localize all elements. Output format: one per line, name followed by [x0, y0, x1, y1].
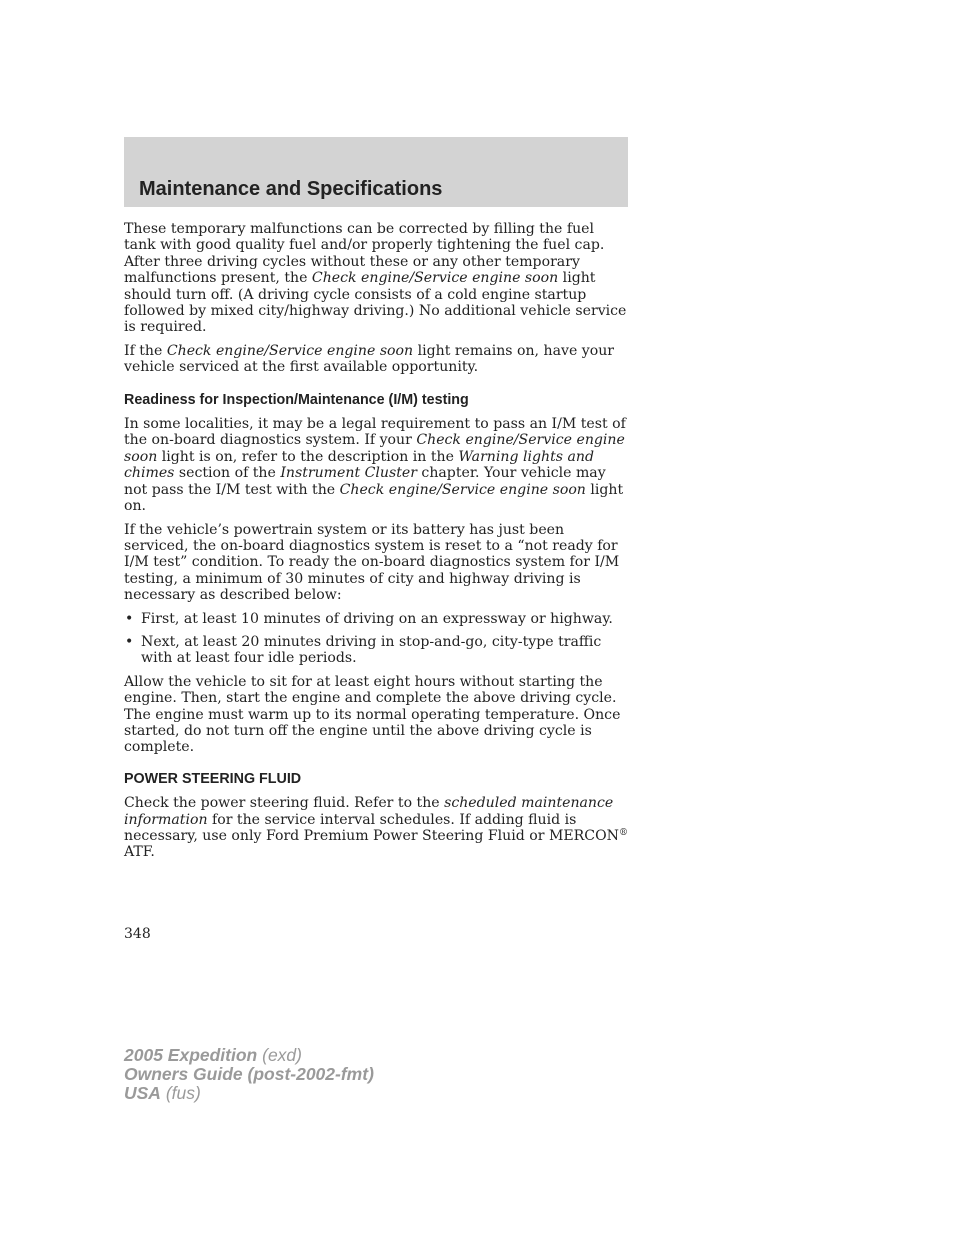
list-item-text: First, at least 10 minutes of driving on an expressway or highway.: [141, 610, 613, 627]
text-run: light is on, refer to the description in the: [157, 448, 459, 465]
list-item-text: Next, at least 20 minutes driving in stop-and-go, city-type traffic with at least four idle periods.: [141, 633, 602, 667]
section-header-band: [124, 137, 628, 207]
italic-term: Check engine/Service engine soon: [166, 342, 414, 359]
footer-guide: Owners Guide (post-2002-fmt): [124, 1064, 374, 1084]
footer-line: [124, 1084, 374, 1103]
text-run: If the: [124, 342, 167, 359]
text-run: section of the: [174, 465, 281, 482]
list-item: [124, 634, 630, 667]
footer-code: (exd): [257, 1045, 302, 1065]
paragraph-powertrain-reset: If the vehicle’s powertrain system or its battery has just been serviced, the on-board diagnostics system is reset to a “not ready for I/M test” condition. To ready the on-board diagnostics system for I/M testing, a minimum of 30 minutes of city and highway driving is necessary as described below:: [124, 521, 620, 604]
italic-term: Check engine/Service engine soon: [124, 432, 625, 465]
italic-term: scheduled maintenance information: [124, 795, 614, 828]
italic-term: Warning lights and chimes: [124, 448, 594, 482]
page-number: 348: [124, 926, 151, 942]
bullet-icon: •: [125, 610, 134, 627]
page-content: [124, 221, 630, 868]
list-item: [124, 611, 630, 627]
section-title: Maintenance and Specifications: [139, 178, 443, 200]
text-run: light should turn off. (A driving cycle consists of a cold engine startup followed by mixed city/highway driving.) No additional vehicle service is required.: [124, 270, 627, 336]
bullet-icon: •: [125, 633, 134, 650]
heading-power-steering-fluid: POWER STEERING FLUID: [124, 770, 302, 787]
text-run: Check the power steering fluid. Refer to the: [124, 795, 445, 812]
paragraph-im-test-requirement: [124, 416, 630, 514]
text-run: light on.: [124, 481, 624, 515]
italic-term: Check engine/Service engine soon: [311, 270, 559, 287]
text-run: In some localities, it may be a legal requirement to pass an I/M test of the on-board diagnostics system. If your: [124, 416, 626, 449]
document-footer: [124, 1046, 374, 1103]
text-run: ATF.: [124, 844, 155, 861]
footer-model: 2005 Expedition: [124, 1045, 258, 1065]
paragraph-power-steering: [124, 795, 630, 861]
footer-line: [124, 1065, 374, 1084]
italic-term: Instrument Cluster: [280, 465, 417, 482]
italic-term: Check engine/Service engine soon: [339, 481, 586, 498]
driving-steps-list: [124, 611, 630, 667]
footer-code: (fus): [160, 1083, 201, 1103]
text-run: These temporary malfunctions can be corrected by filling the fuel tank with good quality fuel and/or properly tightening the fuel cap. After three driving cycles without these or any other temporary malfunctions present, the: [124, 221, 605, 287]
paragraph-temporary-malfunctions: [124, 221, 630, 336]
footer-line: [124, 1046, 374, 1065]
registered-mark: ®: [618, 828, 628, 838]
text-run: light remains on, have your vehicle serviced at the first available opportunity.: [124, 342, 615, 376]
paragraph-light-remains-on: [124, 343, 630, 376]
heading-im-testing: Readiness for Inspection/Maintenance (I/M) testing: [124, 391, 469, 408]
text-run: for the service interval schedules. If adding fluid is necessary, use only Ford Premium Power Steering Fluid or MERCON: [124, 811, 619, 844]
text-run: chapter. Your vehicle may not pass the I/M test with the: [124, 465, 606, 498]
footer-market: USA: [124, 1083, 161, 1103]
paragraph-allow-vehicle-sit: Allow the vehicle to sit for at least eight hours without starting the engine. Then, start the engine and complete the above driving cycle. The engine must warm up to its normal operating temperature. Once started, do not turn off the engine until the above driving cycle is complete.: [124, 673, 621, 756]
